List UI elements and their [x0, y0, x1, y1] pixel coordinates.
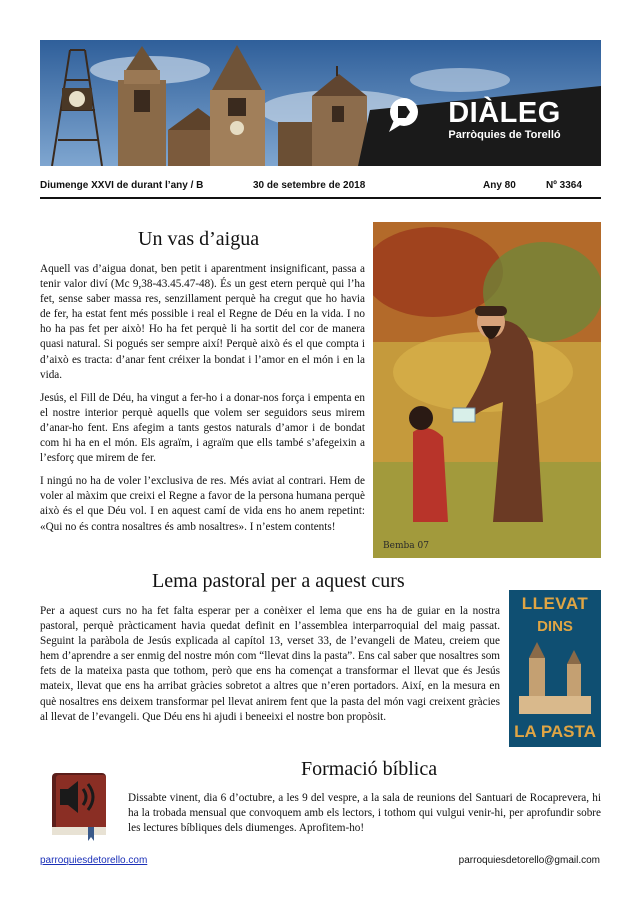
article-lema-pastoral: Per a aquest curs no ha fet falta esperar per a conèixer el lema que ens ha de guiar en la nostra pastoral, perquè pràcticament havia quedat definit en l’assemblea interparroquial del maig passat. Seguint la paràbola de Jesús explicada al capítol 13, verset 33, de l’evangeli de Mateu, creiem que hem d’aprendre a ser enmig del nostre món com “llevat dins la pasta”. Ens cal saber que nosaltres som fets de la mateixa pasta que tothom, però que ens ha començat a transformar el llevat que és Jesús mateix, llevat que ens ha arribat gràcies sobretot a altres que n’eren portadors. Així, en la mesura en què nosaltres ens deixem transformar pel llevat anirem fent que la pasta del món vagi creixent gràcies al llevat de l’evangeli. Que Déu ens hi ajudi i beneeixi el nostre bon propòsit. [40, 605, 500, 723]
article-title-un-vas-daigua: Un vas d’aigua [138, 228, 260, 250]
poster-line-3: LA PASTA [514, 722, 596, 741]
logo [382, 98, 587, 142]
header-divider [40, 197, 601, 199]
painting-jesus-giving-water [373, 222, 601, 558]
audiobook-icon [48, 769, 114, 841]
article-title-lema-pastoral: Lema pastoral per a aquest curs [152, 570, 405, 592]
issue-date: 30 de setembre de 2018 [253, 180, 366, 191]
logo-subtitle: Parròquies de Torelló [448, 129, 561, 141]
logo-title: DIÀLEG [448, 97, 561, 129]
liturgical-day: Diumenge XXVI de durant l’any / B [40, 180, 204, 191]
article-un-vas-daigua [40, 262, 365, 543]
painting-signature: Bemba 07 [383, 541, 429, 551]
poster-llevat-dins-la-pasta [509, 590, 601, 747]
article-paragraph: I ningú no ha de voler l’exclusiva de res. Més aviat al contrari. Hem de voler al màxim que creixi el Regne a favor de la persona humana perquè això és el que Déu vol. I en aquest camí de vida ens ho anem repetint: «Qui no és contra nosaltres és amb nosaltres». I n’estem contents! [40, 475, 365, 533]
issue-info-bar [40, 177, 601, 195]
poster-line-2: DINS [537, 618, 573, 635]
article-title-formacio-biblica: Formació bíblica [301, 758, 438, 780]
article-paragraph: Aquell vas d’aigua donat, ben petit i aparentment insignificant, passa a tenir valor diví (Mc 9,38-43.45.47-48). És un gest etern perquè qui l’ha fet, sense saber massa res, senzillament perquè ha cregut que ho havia de fer, ha estat fent més possible i real el Regne de Déu en la vida. I no ho ha pas fet per això! Ho ha fet perquè li ha sortit del cor de manera quasi natural. Si pogués ser sempre així! Perquè això és el que compta i d’això es tracta: d’anar fent créixer la bondat i l’amor en el món i en la vida. [40, 263, 365, 381]
issue-number: Nº 3364 [546, 180, 582, 191]
website-link[interactable]: parroquiesdetorello.com [40, 855, 148, 866]
issue-year: Any 80 [483, 180, 516, 191]
article-paragraph: Jesús, el Fill de Déu, ha vingut a fer-ho i a donar-nos força i empenta en el nostre interior perquè aquells que volem ser seguidors seus mirem d’anar-ho fent. Ens afegim a tants gestos naturals d’amor i de bondat com hi ha en el món. Els agraïm, i agraïm que ells també s’afegeixin a l’esforç que mirem de fer. [40, 391, 365, 465]
header-banner [40, 40, 601, 166]
article-formacio-biblica: Dissabte vinent, dia 6 d’octubre, a les 9 del vespre, a la sala de reunions del Santuari de Rocaprevera, hi ha la trobada mensual que convoquem amb els lectors, i tothom qui vulgui venir-hi, per aprofundir sobre les lectures bíbliques dels diumenges. Aprofitem-ho! [128, 792, 601, 835]
poster-line-1: LLEVAT [521, 594, 589, 613]
contact-email: parroquiesdetorello@gmail.com [458, 855, 600, 866]
